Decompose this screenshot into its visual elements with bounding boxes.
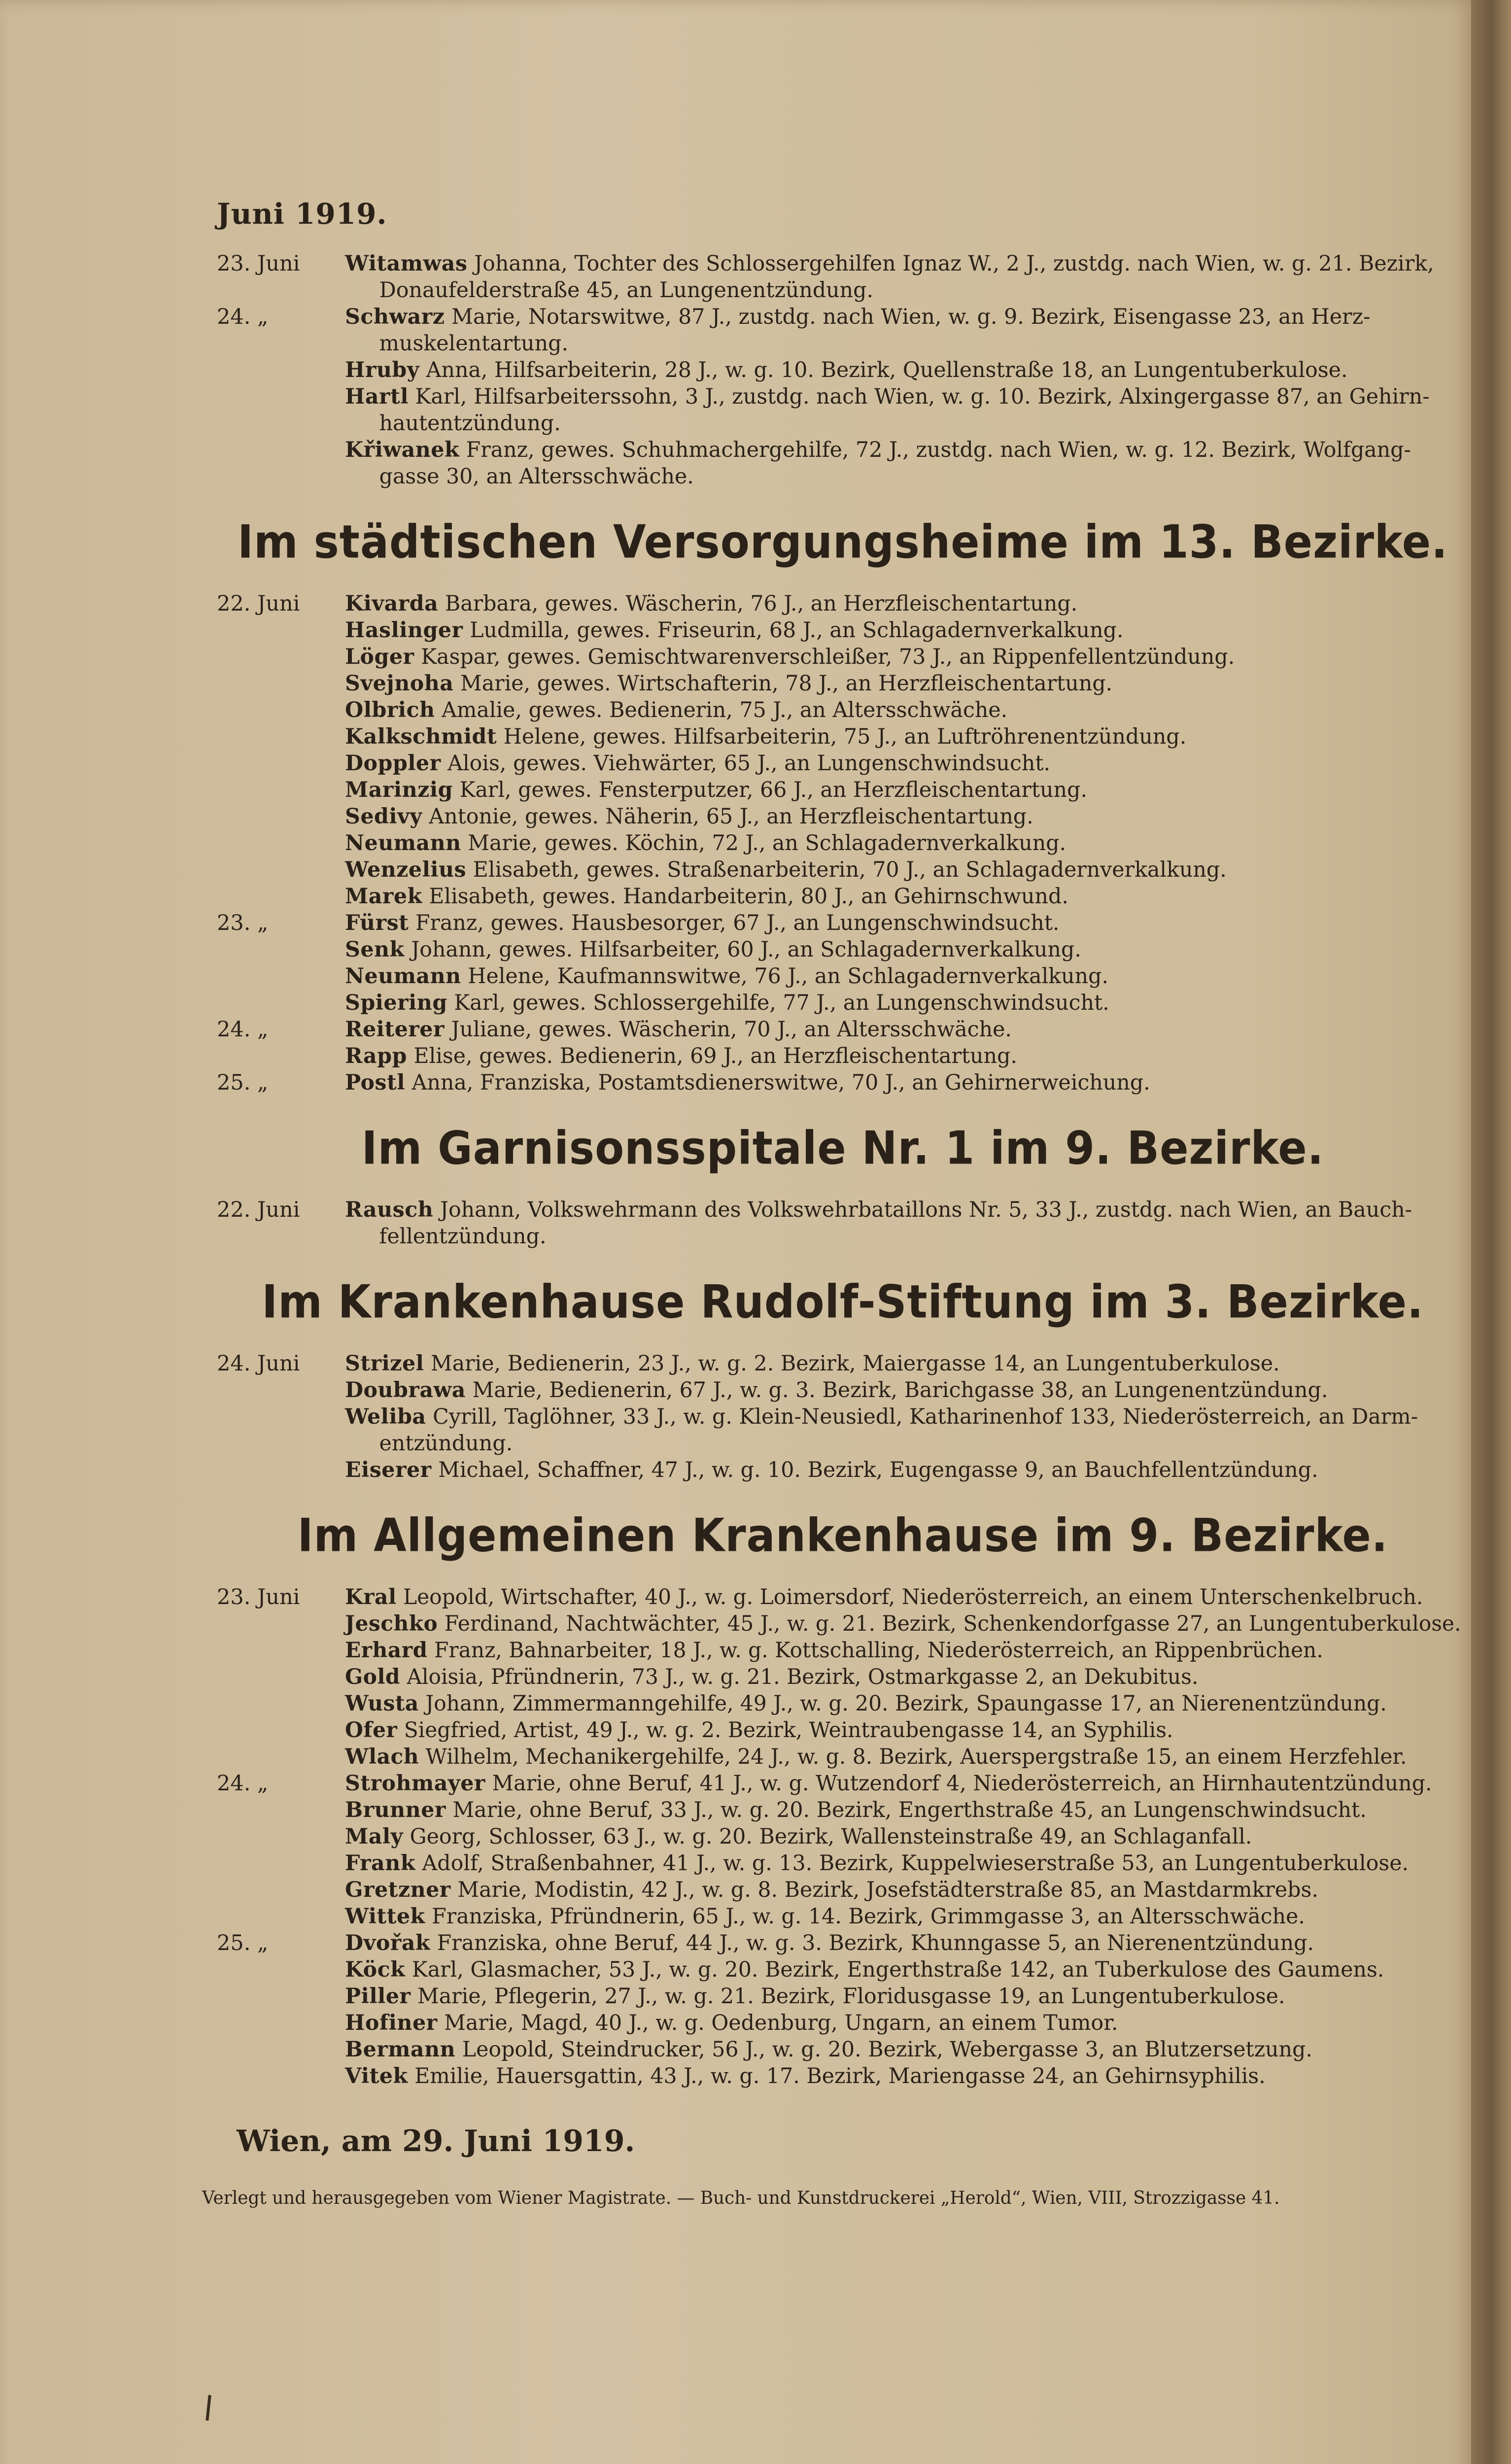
entry-details: Johann, Volkswehrmann des Volkswehrbataillons Nr. 5, 33 J., zustdg. nach Wien, an Bauch- xyxy=(433,1198,1412,1222)
entry-details: Emilie, Hauersgattin, 43 J., w. g. 17. Bezirk, Mariengasse 24, an Gehirnsyphilis. xyxy=(408,2064,1266,2088)
register-entry xyxy=(345,1903,1461,1930)
entry-details: Franziska, Pfründnerin, 65 J., w. g. 14. Bezirk, Grimmgasse 3, an Altersschwäche. xyxy=(425,1904,1305,1929)
entry-date: 23. Juni xyxy=(217,251,300,276)
entry-details: Cyrill, Taglöhner, 33 J., w. g. Klein-Neusiedl, Katharinenhof 133, Niederösterreich, an Darm- xyxy=(426,1404,1418,1429)
deceased-surname: Maly xyxy=(345,1824,403,1849)
register-entry xyxy=(345,617,1461,644)
entry-details: Karl, gewes. Fensterputzer, 66 J., an Herzfleischentartung. xyxy=(453,778,1088,802)
entry-details: Antonie, gewes. Näherin, 65 J., an Herzfleischentartung. xyxy=(422,804,1033,829)
section-title: Im Allgemeinen Krankenhause im 9. Bezirke. xyxy=(297,1509,1388,1562)
register-entry xyxy=(345,1877,1461,1903)
register-entry xyxy=(345,1610,1461,1637)
entry-details: Elisabeth, gewes. Handarbeiterin, 80 J., an Gehirnschwund. xyxy=(422,884,1068,909)
entry-details: Aloisia, Pfründnerin, 73 J., w. g. 21. Bezirk, Ostmarkgasse 2, an Dekubitus. xyxy=(400,1665,1199,1689)
deceased-surname: Weliba xyxy=(345,1404,426,1429)
entry-details: Juliane, gewes. Wäscherin, 70 J., an Altersschwäche. xyxy=(444,1017,1012,1042)
register-entry xyxy=(345,1770,1461,1797)
register-entry xyxy=(345,1850,1461,1877)
deceased-surname: Marek xyxy=(345,884,422,909)
deceased-surname: Rausch xyxy=(345,1198,434,1222)
deceased-surname: Strohmayer xyxy=(345,1771,485,1796)
deceased-surname: Hartl xyxy=(345,384,409,409)
entry-details: Adolf, Straßenbahner, 41 J., w. g. 13. Bezirk, Kuppelwieserstraße 53, an Lungentuberkulose. xyxy=(415,1851,1409,1876)
deceased-surname: Kral xyxy=(345,1585,397,1609)
register-entry xyxy=(345,936,1461,963)
register-entry xyxy=(345,723,1461,750)
deceased-surname: Gold xyxy=(345,1665,400,1689)
deceased-surname: Postl xyxy=(345,1070,405,1095)
date-block xyxy=(217,1770,1469,1930)
date-block xyxy=(217,1016,1469,1069)
entry-details: Ludmilla, gewes. Friseurin, 68 J., an Schlagadernverkalkung. xyxy=(463,618,1124,643)
entry-date: 24. Juni xyxy=(217,1351,300,1376)
entry-details: Marie, gewes. Köchin, 72 J., an Schlagadernverkalkung. xyxy=(461,831,1066,856)
register-entry xyxy=(345,1690,1461,1717)
entry-details: Johann, Zimmermanngehilfe, 49 J., w. g. 20. Bezirk, Spaungasse 17, an Nierenentzündung. xyxy=(418,1691,1387,1716)
entry-date: 22. Juni xyxy=(217,591,300,616)
death-register xyxy=(217,250,1469,2089)
deceased-surname: Fürst xyxy=(345,911,409,935)
entry-details: Karl, Glasmacher, 53 J., w. g. 20. Bezirk, Engerthstraße 142, an Tuberkulose des Gaumens. xyxy=(405,1957,1384,1982)
register-entry xyxy=(345,803,1461,830)
deceased-surname: Kalkschmidt xyxy=(345,724,497,749)
register-entry xyxy=(345,1956,1461,1983)
entry-details: Helene, Kaufmannswitwe, 76 J., an Schlagadernverkalkung. xyxy=(461,964,1109,989)
register-entry xyxy=(345,1457,1461,1483)
deceased-surname: Neumann xyxy=(345,964,461,989)
register-entry xyxy=(345,963,1461,990)
entry-details: Franziska, ohne Beruf, 44 J., w. g. 3. Bezirk, Khunngasse 5, an Nierenentzündung. xyxy=(430,1931,1314,1955)
entry-details: Karl, Hilfsarbeiterssohn, 3 J., zustdg. nach Wien, w. g. 10. Bezirk, Alxingergasse 87, an Gehirn- xyxy=(408,384,1430,409)
page-header: Juni 1919. xyxy=(217,197,387,231)
register-entry xyxy=(345,1350,1461,1377)
deceased-surname: Sedivy xyxy=(345,804,422,829)
register-entry xyxy=(345,1823,1461,1850)
register-entry xyxy=(345,1377,1461,1403)
deceased-surname: Wusta xyxy=(345,1691,419,1716)
deceased-surname: Neumann xyxy=(345,831,461,856)
entry-details: Leopold, Wirtschafter, 40 J., w. g. Loimersdorf, Niederösterreich, an einem Unterschenkelbruch. xyxy=(396,1585,1423,1609)
signoff: Wien, am 29. Juni 1919. xyxy=(237,2124,635,2158)
register-entry xyxy=(345,2063,1461,2089)
register-entry xyxy=(345,357,1461,383)
deceased-surname: Wittek xyxy=(345,1904,425,1929)
entry-details: Anna, Hilfsarbeiterin, 28 J., w. g. 10. Bezirk, Quellenstraße 18, an Lungentuberkulose. xyxy=(419,358,1348,382)
register-entry xyxy=(345,1983,1461,2010)
entry-details: Anna, Franziska, Postamtsdienerswitwe, 70 J., an Gehirnerweichung. xyxy=(405,1070,1150,1095)
register-entry xyxy=(345,1043,1461,1069)
register-entry xyxy=(345,910,1461,936)
register-entry xyxy=(345,856,1461,883)
deceased-surname: Schwarz xyxy=(345,305,445,329)
entry-continuation: gasse 30, an Altersschwäche. xyxy=(379,464,694,489)
register-entry xyxy=(345,1584,1461,1610)
deceased-surname: Spiering xyxy=(345,991,447,1015)
register-entry xyxy=(345,304,1461,357)
entry-details: Franz, gewes. Hausbesorger, 67 J., an Lungenschwindsucht. xyxy=(409,911,1060,935)
date-block xyxy=(217,1584,1469,1770)
deceased-surname: Hruby xyxy=(345,358,420,382)
register-entry xyxy=(345,1403,1461,1457)
deceased-surname: Köck xyxy=(345,1957,406,1982)
deceased-surname: Marinzig xyxy=(345,778,453,802)
register-entry xyxy=(345,590,1461,617)
section-title: Im Krankenhause Rudolf-Stiftung im 3. Bezirke. xyxy=(262,1275,1424,1329)
register-entry xyxy=(345,1664,1461,1690)
register-entry xyxy=(345,2010,1461,2036)
entry-date: 22. Juni xyxy=(217,1198,300,1222)
deceased-surname: Hofiner xyxy=(345,2011,438,2035)
entry-continuation: fellentzündung. xyxy=(379,1224,547,1249)
register-entry xyxy=(345,250,1461,304)
deceased-surname: Haslinger xyxy=(345,618,463,643)
register-entry xyxy=(345,750,1461,777)
date-block xyxy=(217,1197,1469,1250)
deceased-surname: Wlach xyxy=(345,1745,419,1769)
register-entry xyxy=(345,1717,1461,1744)
register-entry xyxy=(345,670,1461,697)
register-entry xyxy=(345,990,1461,1016)
deceased-surname: Doppler xyxy=(345,751,441,776)
entry-details: Franz, gewes. Schuhmachergehilfe, 72 J., zustdg. nach Wien, w. g. 12. Bezirk, Wolfgang- xyxy=(459,438,1411,462)
deceased-surname: Křiwanek xyxy=(345,438,460,462)
deceased-surname: Brunner xyxy=(345,1798,446,1822)
date-block xyxy=(217,1069,1469,1096)
section-title: Im städtischen Versorgungsheime im 13. Bezirke. xyxy=(238,515,1448,569)
entry-details: Marie, Modistin, 42 J., w. g. 8. Bezirk, Josefstädterstraße 85, an Mastdarmkrebs. xyxy=(450,1878,1319,1902)
entry-details: Siegfried, Artist, 49 J., w. g. 2. Bezirk, Weintraubengasse 14, an Syphilis. xyxy=(397,1718,1173,1743)
deceased-surname: Reiterer xyxy=(345,1017,445,1042)
date-block xyxy=(217,1350,1469,1483)
entry-details: Marie, Bedienerin, 23 J., w. g. 2. Bezirk, Maiergasse 14, an Lungentuberkulose. xyxy=(424,1351,1280,1376)
deceased-surname: Olbrich xyxy=(345,698,435,722)
document-content xyxy=(202,197,1469,2208)
deceased-surname: Wenzelius xyxy=(345,857,467,882)
entry-details: Johanna, Tochter des Schlossergehilfen Ignaz W., 2 J., zustdg. nach Wien, w. g. 21. Bezirk, xyxy=(467,251,1434,276)
entry-details: Michael, Schaffner, 47 J., w. g. 10. Bezirk, Eugengasse 9, an Bauchfellentzündung. xyxy=(431,1458,1318,1482)
entry-continuation: hautentzündung. xyxy=(379,411,561,436)
entry-date: 24. „ xyxy=(217,1771,269,1796)
register-entry xyxy=(345,1197,1461,1250)
entry-details: Georg, Schlosser, 63 J., w. g. 20. Bezirk, Wallensteinstraße 49, an Schlaganfall. xyxy=(403,1824,1252,1849)
entry-details: Marie, Pflegerin, 27 J., w. g. 21. Bezirk, Floridusgasse 19, an Lungentuberkulose. xyxy=(411,1984,1285,2009)
deceased-surname: Ofer xyxy=(345,1718,398,1743)
entry-details: Elise, gewes. Bedienerin, 69 J., an Herzfleischentartung. xyxy=(407,1044,1018,1068)
deceased-surname: Senk xyxy=(345,937,405,962)
date-block xyxy=(217,910,1469,1016)
deceased-surname: Gretzner xyxy=(345,1878,451,1902)
entry-details: Marie, Notarswitwe, 87 J., zustdg. nach Wien, w. g. 9. Bezirk, Eisengasse 23, an Herz- xyxy=(445,305,1371,329)
deceased-surname: Jeschko xyxy=(345,1611,438,1636)
date-block xyxy=(217,590,1469,910)
deceased-surname: Doubrawa xyxy=(345,1378,466,1403)
date-block xyxy=(217,304,1469,490)
entry-details: Johann, gewes. Hilfsarbeiter, 60 J., an Schlagadernverkalkung. xyxy=(404,937,1081,962)
entry-date: 24. „ xyxy=(217,305,269,329)
date-block xyxy=(217,250,1469,304)
register-entry xyxy=(345,644,1461,670)
register-entry xyxy=(345,1637,1461,1664)
register-entry xyxy=(345,1016,1461,1043)
register-entry xyxy=(345,2036,1461,2063)
entry-details: Marie, gewes. Wirtschafterin, 78 J., an Herzfleischentartung. xyxy=(453,671,1113,696)
register-entry xyxy=(345,697,1461,723)
entry-details: Wilhelm, Mechanikergehilfe, 24 J., w. g. 8. Bezirk, Auerspergstraße 15, an einem Herzfehler. xyxy=(418,1745,1407,1769)
entry-continuation: entzündung. xyxy=(379,1431,513,1456)
entry-details: Barbara, gewes. Wäscherin, 76 J., an Herzfleischentartung. xyxy=(438,591,1078,616)
entry-details: Marie, ohne Beruf, 33 J., w. g. 20. Bezirk, Engerthstraße 45, an Lungenschwindsucht. xyxy=(446,1798,1367,1822)
entry-details: Karl, gewes. Schlossergehilfe, 77 J., an Lungenschwindsucht. xyxy=(447,991,1109,1015)
deceased-surname: Vitek xyxy=(345,2064,408,2088)
entry-date: 24. „ xyxy=(217,1017,269,1042)
entry-continuation: Donaufelderstraße 45, an Lungenentzündung. xyxy=(379,278,874,303)
entry-date: 23. „ xyxy=(217,911,269,935)
entry-details: Marie, ohne Beruf, 41 J., w. g. Wutzendorf 4, Niederösterreich, an Hirnhautentzündung. xyxy=(485,1771,1432,1796)
entry-details: Elisabeth, gewes. Straßenarbeiterin, 70 J., an Schlagadernverkalkung. xyxy=(466,857,1227,882)
entry-date: 25. „ xyxy=(217,1070,269,1095)
deceased-surname: Eiserer xyxy=(345,1458,432,1482)
register-entry xyxy=(345,1930,1461,1956)
deceased-surname: Erhard xyxy=(345,1638,428,1663)
register-entry xyxy=(345,883,1461,910)
register-entry xyxy=(345,1744,1461,1770)
page-edge xyxy=(1471,0,1511,2464)
deceased-surname: Svejnoha xyxy=(345,671,454,696)
entry-details: Ferdinand, Nachtwächter, 45 J., w. g. 21. Bezirk, Schenkendorfgasse 27, an Lungentuberkulose. xyxy=(438,1611,1461,1636)
register-entry xyxy=(345,383,1461,437)
entry-details: Alois, gewes. Viehwärter, 65 J., an Lungenschwindsucht. xyxy=(441,751,1051,776)
deceased-surname: Strizel xyxy=(345,1351,424,1376)
entry-details: Amalie, gewes. Bedienerin, 75 J., an Altersschwäche. xyxy=(435,698,1008,722)
deceased-surname: Dvořak xyxy=(345,1931,431,1955)
register-entry xyxy=(345,437,1461,490)
entry-details: Kaspar, gewes. Gemischtwarenverschleißer, 73 J., an Rippenfellentzündung. xyxy=(414,645,1235,669)
deceased-surname: Frank xyxy=(345,1851,415,1876)
entry-details: Leopold, Steindrucker, 56 J., w. g. 20. Bezirk, Webergasse 3, an Blutzersetzung. xyxy=(455,2037,1313,2062)
deceased-surname: Piller xyxy=(345,1984,411,2009)
deceased-surname: Rapp xyxy=(345,1044,407,1068)
register-entry xyxy=(345,1797,1461,1823)
entry-date: 25. „ xyxy=(217,1931,269,1955)
register-entry xyxy=(345,1069,1461,1096)
entry-date: 23. Juni xyxy=(217,1585,300,1609)
deceased-surname: Bermann xyxy=(345,2037,456,2062)
register-entry xyxy=(345,830,1461,856)
entry-details: Marie, Magd, 40 J., w. g. Oedenburg, Ungarn, an einem Tumor. xyxy=(437,2011,1118,2035)
date-block xyxy=(217,1930,1469,2089)
deceased-surname: Löger xyxy=(345,645,414,669)
section-title: Im Garnisonsspitale Nr. 1 im 9. Bezirke. xyxy=(361,1122,1324,1175)
deceased-surname: Kivarda xyxy=(345,591,439,616)
entry-details: Franz, Bahnarbeiter, 18 J., w. g. Kottschalling, Niederösterreich, an Rippenbrüchen. xyxy=(427,1638,1323,1663)
register-entry xyxy=(345,777,1461,803)
entry-details: Helene, gewes. Hilfsarbeiterin, 75 J., an Luftröhrenentzündung. xyxy=(497,724,1187,749)
publisher-line: Verlegt und herausgegeben vom Wiener Magistrate. — Buch- und Kunstdruckerei „Herold“, Wien, VIII, Strozzigasse 41. xyxy=(202,2188,1280,2208)
deceased-surname: Witamwas xyxy=(345,251,468,276)
entry-continuation: muskelentartung. xyxy=(379,331,569,356)
entry-details: Marie, Bedienerin, 67 J., w. g. 3. Bezirk, Barichgasse 38, an Lungenentzündung. xyxy=(465,1378,1328,1403)
